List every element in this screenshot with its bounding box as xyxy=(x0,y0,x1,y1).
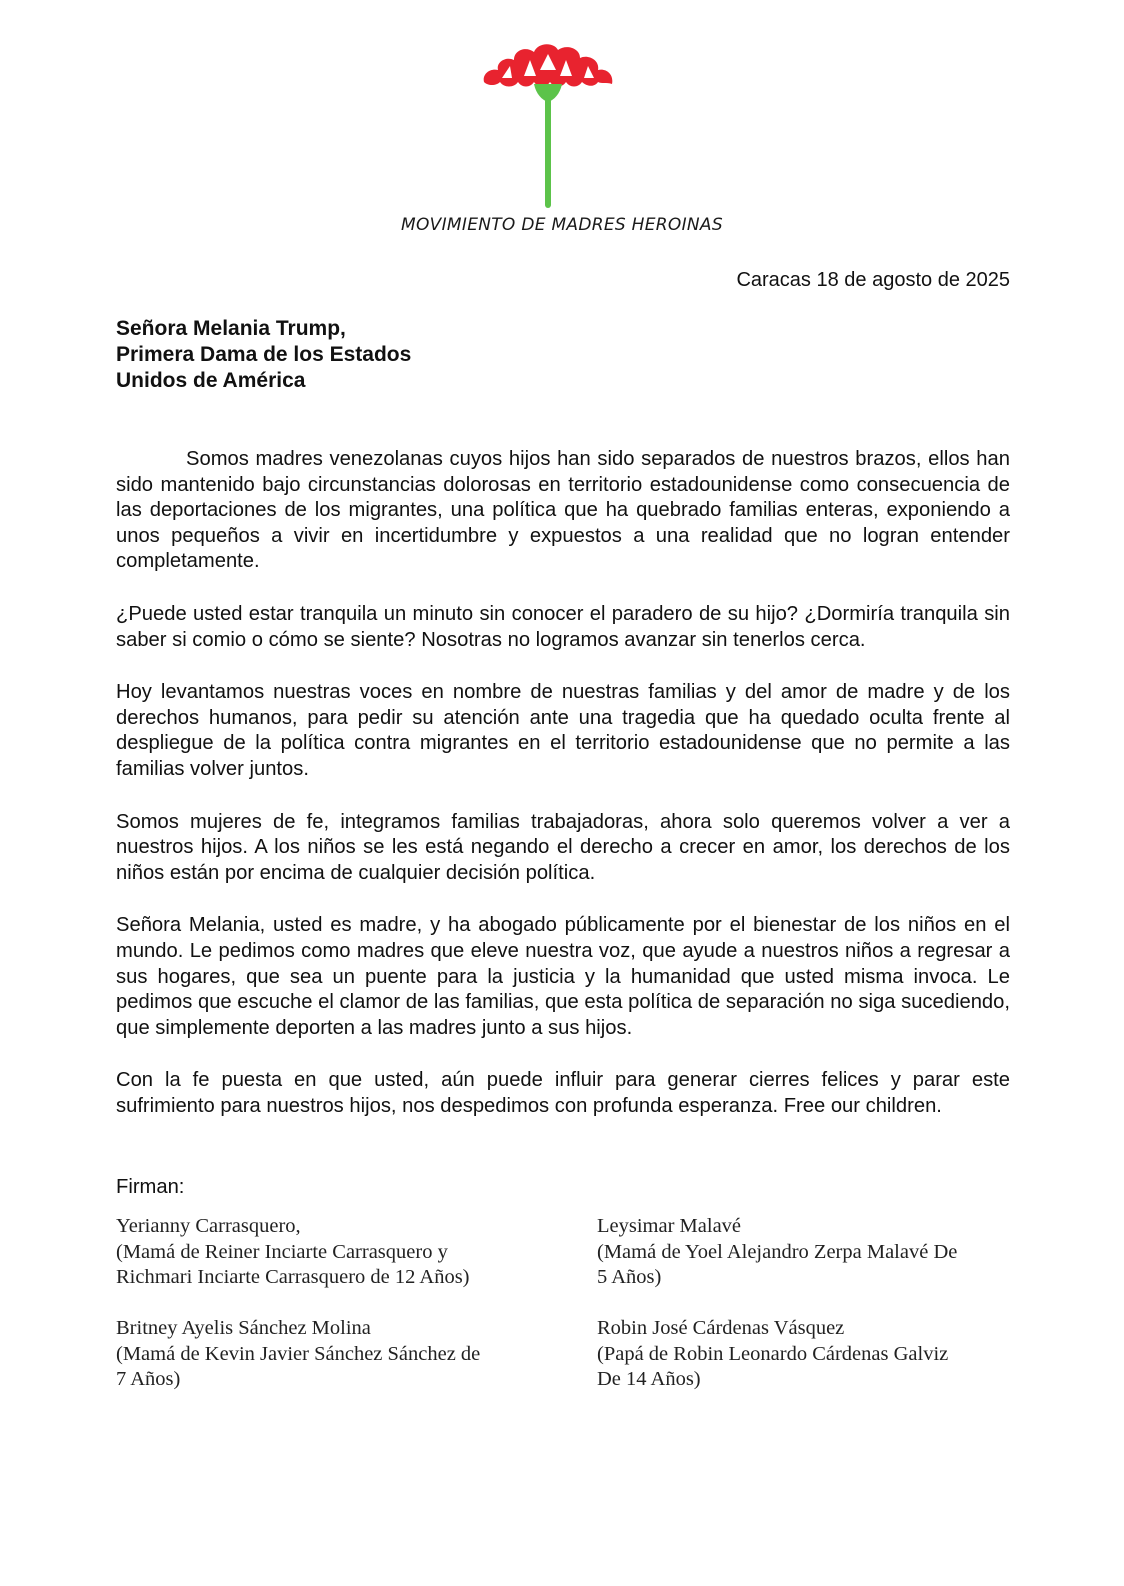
signer-detail: (Mamá de Yoel Alejandro Zerpa Malavé De xyxy=(597,1240,958,1263)
letter-body xyxy=(116,447,1010,1146)
signature-block xyxy=(597,1316,948,1393)
signer-detail: Richmari Inciarte Carrasquero de 12 Años) xyxy=(116,1266,470,1288)
recipient-line: Señora Melania Trump, xyxy=(116,317,346,340)
body-paragraph: ¿Puede usted estar tranquila un minuto sin conocer el paradero de su hijo? ¿Dormiría tranquila sin saber si comio o cómo se siente? Nosotras no logramos avanzar sin tenerlos cerca. xyxy=(116,602,1010,651)
signer-detail: De 14 Años) xyxy=(597,1368,701,1390)
recipient-block xyxy=(116,316,411,394)
signature-block xyxy=(597,1214,957,1291)
recipient-line: Primera Dama de los Estados xyxy=(116,343,412,366)
signer-name: Yerianny Carrasquero, xyxy=(116,1215,301,1237)
red-carnation-icon xyxy=(480,38,616,216)
signer-detail: (Mamá de Reiner Inciarte Carrasquero y xyxy=(116,1240,448,1263)
letter-date: Caracas 18 de agosto de 2025 xyxy=(736,269,1010,291)
body-paragraph: Somos mujeres de fe, integramos familias trabajadoras, ahora solo queremos volver a ver a nuestros hijos. A los niños se les está negando el derecho a crecer en amor, los derechos de los niños están por encima de cualquier decisión política. xyxy=(116,810,1010,884)
signature-block xyxy=(116,1214,470,1291)
signer-detail: 5 Años) xyxy=(597,1266,662,1288)
signer-name: Robin José Cárdenas Vásquez xyxy=(597,1317,845,1339)
carnation-stem xyxy=(545,98,551,208)
body-paragraph: Hoy levantamos nuestras voces en nombre de nuestras familias y del amor de madre y de los derechos humanos, para pedir su atención ante una tragedia que ha quedado oculta frente al despliegue de la política contra migrantes en el territorio estadounidense que no permite a las familias volver juntos. xyxy=(116,681,1010,780)
recipient-line: Unidos de América xyxy=(116,369,306,392)
signer-detail: 7 Años) xyxy=(116,1368,181,1390)
signer-detail: (Papá de Robin Leonardo Cárdenas Galviz xyxy=(597,1342,949,1365)
signer-name: Britney Ayelis Sánchez Molina xyxy=(116,1317,371,1339)
body-paragraph: Con la fe puesta en que usted, aún puede influir para generar cierres felices y parar este sufrimiento para nuestros hijos, nos despedimos con profunda esperanza. Free our children. xyxy=(116,1069,1010,1117)
signer-detail: (Mamá de Kevin Javier Sánchez Sánchez de xyxy=(116,1342,481,1365)
signer-name: Leysimar Malavé xyxy=(597,1215,742,1237)
signatures-label: Firman: xyxy=(116,1176,185,1198)
signature-block xyxy=(116,1316,480,1393)
body-paragraph: Somos madres venezolanas cuyos hijos han sido separados de nuestros brazos, ellos han sido mantenido bajo circunstancias dolorosas en territorio estadounidense como consecuencia de las deportaciones de los migrantes, una política que ha quebrado familias enteras, exponiendo a unos pequeños a vivir en incertidumbre y expuestos a una realidad que no logran entender completamente. xyxy=(116,448,1010,573)
organization-name: MOVIMIENTO DE MADRES HEROINAS xyxy=(401,215,723,235)
body-paragraph: Señora Melania, usted es madre, y ha abogado públicamente por el bienestar de los niños en el mundo. Le pedimos como madres que eleve nuestra voz, que ayude a nuestros niños a regresar a sus hogares, que sea un puente para la justicia y la humanidad que usted misma invoca. Le pedimos que escuche el clamor de las familias, que esta política de separación no siga sucediendo, que simplemente deporten a las madres junto a sus hijos. xyxy=(116,914,1010,1039)
